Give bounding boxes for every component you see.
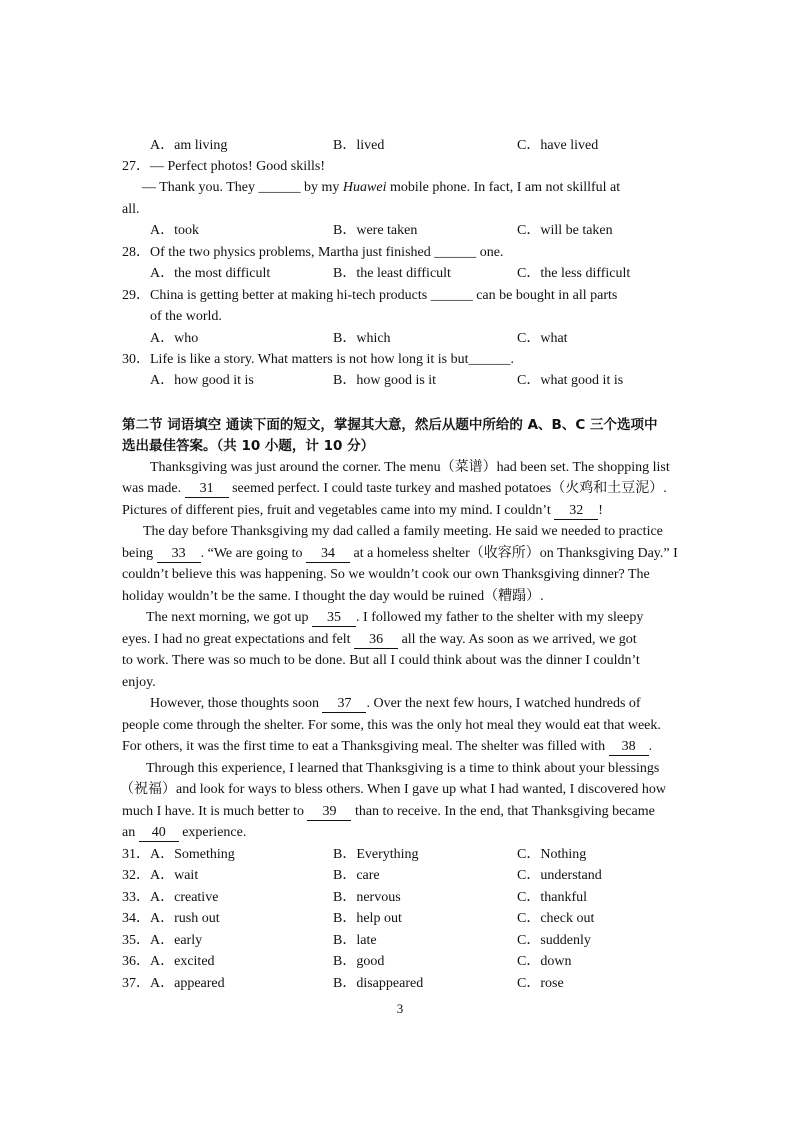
passage-text: was made. <box>122 481 185 496</box>
passage-line-15: Through this experience, I learned that Thanksgiving is a time to think about your blessings <box>146 761 660 776</box>
q33-option-b: B．nervous <box>333 890 401 905</box>
passage-line-12 <box>150 695 641 713</box>
option-a: A．creative <box>150 890 219 905</box>
blank-34: 34 <box>306 546 350 563</box>
q32-option-b: B．care <box>333 868 380 883</box>
q27-option-a: A．took <box>150 223 199 238</box>
passage-text: experience. <box>178 825 247 840</box>
option-a: A．appeared <box>150 976 225 991</box>
passage-text: being <box>122 546 157 561</box>
section2-heading-1: 第二节 词语填空 通读下面的短文，掌握其大意，然后从题中所给的 A、B、C 三个选项中 <box>122 417 658 433</box>
q30-option-c: C．what good it is <box>517 373 624 388</box>
question-number: 36． <box>122 954 150 969</box>
passage-line-3 <box>122 502 603 520</box>
q29-option-c: C．what <box>517 331 568 346</box>
q34-option-b: B．help out <box>333 911 402 926</box>
q37-options <box>122 975 225 993</box>
passage-line-13: people come through the shelter. For some, this was the only hot meal they would eat that week. <box>122 718 661 733</box>
q27-line1 <box>122 158 325 176</box>
question-number: 32． <box>122 868 150 883</box>
q27-dialogue-2c: mobile phone. In fact, I am not skillful at <box>386 180 621 195</box>
q36-option-b: B．good <box>333 954 385 969</box>
blank-33: 33 <box>157 546 201 563</box>
passage-line-8 <box>146 609 643 627</box>
q27-dialogue-2b: by my <box>300 180 343 195</box>
passage-text: much I have. It is much better to <box>122 804 308 819</box>
passage-text: . “We are going to <box>200 546 306 561</box>
blank-36: 36 <box>354 632 398 649</box>
q31-option-c: C．Nothing <box>517 847 587 862</box>
q32-option-c: C．understand <box>517 868 602 883</box>
passage-line-6: couldn’t believe this was happening. So we wouldn’t cook our own Thanksgiving dinner? The <box>122 567 650 582</box>
passage-text: an <box>122 825 139 840</box>
q27-option-c: C．will be taken <box>517 223 613 238</box>
q27-brand: Huawei <box>342 180 387 195</box>
passage-text: For others, it was the first time to eat a Thanksgiving meal. The shelter was filled with <box>122 739 609 754</box>
q28-option-a: A．the most difficult <box>150 266 271 281</box>
q27-dialogue-1: — Perfect photos! Good skills! <box>150 159 325 174</box>
q34-options <box>122 910 220 928</box>
q34-option-c: C．check out <box>517 911 595 926</box>
passage-line-14 <box>122 738 652 756</box>
blank-31: 31 <box>185 481 229 498</box>
passage-text: at a homeless shelter（收容所）on Thanksgiving Day.” I <box>350 546 678 561</box>
q36-option-c: C．down <box>517 954 572 969</box>
q29-option-a: A．who <box>150 331 199 346</box>
passage-line-4: The day before Thanksgiving my dad called a family meeting. He said we needed to practice <box>143 524 663 539</box>
q26-option-a: A．am living <box>150 138 228 153</box>
q31-option-b: B．Everything <box>333 847 419 862</box>
blank-37: 37 <box>322 696 366 713</box>
q27-blank: ______ <box>258 180 301 195</box>
passage-line-17 <box>122 803 655 821</box>
q37-option-c: C．rose <box>517 976 564 991</box>
passage-text: ! <box>598 503 603 518</box>
q28-text: 28．Of the two physics problems, Martha just finished ______ one. <box>122 245 504 260</box>
q35-option-b: B．late <box>333 933 377 948</box>
question-number: 35． <box>122 933 150 948</box>
question-number: 31． <box>122 847 150 862</box>
q33-option-c: C．thankful <box>517 890 587 905</box>
option-a: A．Something <box>150 847 235 862</box>
passage-line-9 <box>122 631 637 649</box>
passage-line-5 <box>122 545 678 563</box>
q33-options <box>122 889 218 907</box>
passage-text: eyes. I had no great expectations and felt <box>122 632 355 647</box>
q29-option-b: B．which <box>333 331 391 346</box>
question-number: 33． <box>122 890 150 905</box>
q30-option-b: B．how good is it <box>333 373 437 388</box>
passage-line-10: to work. There was so much to be done. But all I could think about was the dinner I couldn’t <box>122 653 640 668</box>
q29-line2: of the world. <box>150 309 222 324</box>
q28-option-b: B．the least difficult <box>333 266 451 281</box>
passage-line-1: Thanksgiving was just around the corner. The menu（菜谱）had been set. The shopping list <box>150 460 670 475</box>
q27-line2 <box>142 179 678 197</box>
passage-text: all the way. As soon as we arrived, we got <box>398 632 637 647</box>
page-number: 3 <box>396 1001 404 1016</box>
q36-options <box>122 953 215 971</box>
option-a: A．rush out <box>150 911 220 926</box>
q28-option-c: C．the less difficult <box>517 266 631 281</box>
passage-text: than to receive. In the end, that Thanksgiving became <box>351 804 655 819</box>
q27-number: 27． <box>122 159 150 174</box>
option-a: A．excited <box>150 954 215 969</box>
passage-text: The next morning, we got up <box>146 610 313 625</box>
passage-text: Pictures of different pies, fruit and vegetables came into my mind. I couldn’t <box>122 503 555 518</box>
q37-option-b: B．disappeared <box>333 976 424 991</box>
passage-line-7: holiday wouldn’t be the same. I thought the day would be ruined（糟蹋）. <box>122 589 544 604</box>
q29-line1: 29．China is getting better at making hi-tech products ______ can be bought in all parts <box>122 288 618 303</box>
q35-option-c: C．suddenly <box>517 933 591 948</box>
passage-line-18 <box>122 824 246 842</box>
passage-text: . Over the next few hours, I watched hundreds of <box>366 696 641 711</box>
q35-options <box>122 932 202 950</box>
passage-text: seemed perfect. I could taste turkey and mashed potatoes（火鸡和土豆泥）. <box>228 481 667 496</box>
q31-options <box>122 846 235 864</box>
q27-dialogue-2a: — Thank you. They <box>142 180 259 195</box>
passage-line-16: （祝福）and look for ways to bless others. When I gave up what I had wanted, I discovered how <box>120 782 666 797</box>
question-number: 34． <box>122 911 150 926</box>
q32-options <box>122 867 198 885</box>
passage-text: . <box>648 739 653 754</box>
blank-39: 39 <box>307 804 351 821</box>
option-a: A．early <box>150 933 203 948</box>
blank-40: 40 <box>139 825 179 842</box>
question-number: 37． <box>122 976 150 991</box>
passage-text: However, those thoughts soon <box>150 696 323 711</box>
passage-line-2 <box>122 480 667 498</box>
passage-line-11: enjoy. <box>122 675 156 690</box>
blank-38: 38 <box>609 739 649 756</box>
blank-35: 35 <box>312 610 356 627</box>
q26-option-c: C．have lived <box>517 138 599 153</box>
passage-text: . I followed my father to the shelter with my sleepy <box>356 610 644 625</box>
q27-option-b: B．were taken <box>333 223 418 238</box>
q27-line3: all. <box>122 202 140 217</box>
section2-heading-2: 选出最佳答案。（共 10 小题，计 10 分） <box>122 438 375 454</box>
option-a: A．wait <box>150 868 199 883</box>
q26-option-b: B．lived <box>333 138 385 153</box>
q30-option-a: A．how good it is <box>150 373 254 388</box>
blank-32: 32 <box>554 503 598 520</box>
q30-text: 30．Life is like a story. What matters is not how long it is but______. <box>122 352 514 367</box>
